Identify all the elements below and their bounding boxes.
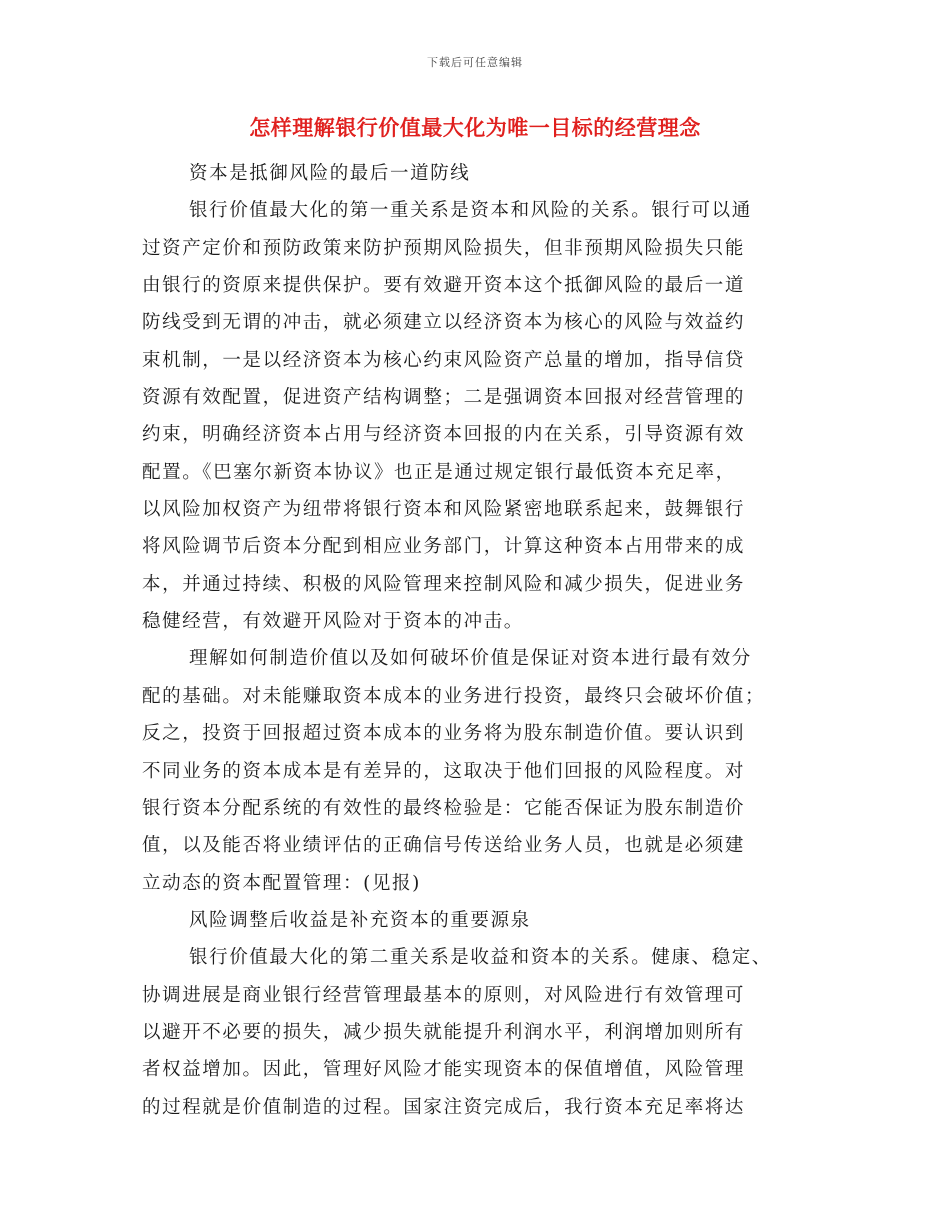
- section-heading-returns: 风险调整后收益是补充资本的重要源泉: [189, 909, 531, 931]
- paragraph-line: 理解如何制造价值以及如何破坏价值是保证对资本进行最有效分: [189, 648, 752, 670]
- paragraph-line: 银行价值最大化的第一重关系是资本和风险的关系。银行可以通: [189, 200, 752, 222]
- paragraph-line: 协调进展是商业银行经营管理最基本的原则，对风险进行有效管理可: [142, 984, 746, 1006]
- paragraph-line: 资源有效配置，促进资产结构调整；二是强调资本回报对经营管理的: [142, 387, 746, 409]
- paragraph-line: 立动态的资本配置管理：(见报): [142, 872, 421, 894]
- paragraph-line: 配的基础。对未能赚取资本成本的业务进行投资，最终只会破坏价值；: [142, 685, 766, 707]
- paragraph-line: 的过程就是价值制造的过程。国家注资完成后，我行资本充足率将达: [142, 1096, 746, 1118]
- paragraph-line: 防线受到无谓的冲击，就必须建立以经济资本为核心的风险与效益约: [142, 312, 746, 334]
- paragraph-line: 银行资本分配系统的有效性的最终检验是：它能否保证为股东制造价: [142, 797, 746, 819]
- paragraph-line: 约束，明确经济资本占用与经济资本回报的内在关系，引导资源有效: [142, 424, 746, 446]
- paragraph-line: 值，以及能否将业绩评估的正确信号传送给业务人员，也就是必须建: [142, 835, 746, 857]
- paragraph-line: 稳健经营，有效避开风险对于资本的冲击。: [142, 611, 524, 633]
- section-heading-capital: 资本是抵御风险的最后一道防线: [189, 163, 471, 184]
- page-header-note: 下载后可任意编辑: [427, 56, 523, 69]
- paragraph-line: 本，并通过持续、积极的风险管理来控制风险和减少损失，促进业务: [142, 573, 746, 595]
- paragraph-line: 银行价值最大化的第二重关系是收益和资本的关系。健康、稳定、: [189, 947, 772, 969]
- paragraph-line: 以避开不必要的损失，减少损失就能提升利润水平，利润增加则所有: [142, 1021, 746, 1043]
- paragraph-line: 配置。《巴塞尔新资本协议》也正是通过规定银行最低资本充足率，: [142, 461, 736, 483]
- document-title: 怎样理解银行价值最大化为唯一目标的经营理念: [249, 116, 701, 140]
- paragraph-line: 束机制，一是以经济资本为核心约束风险资产总量的增加，指导信贷: [142, 349, 746, 371]
- document-body: [142, 155, 802, 1126]
- paragraph-line: 过资产定价和预防政策来防护预期风险损失，但非预期风险损失只能: [142, 237, 746, 259]
- paragraph-line: 以风险加权资产为纽带将银行资本和风险紧密地联系起来，鼓舞银行: [142, 499, 746, 521]
- paragraph-line: 将风险调节后资本分配到相应业务部门，计算这种资本占用带来的成: [142, 536, 746, 558]
- paragraph-line: 反之，投资于回报超过资本成本的业务将为股东制造价值。要认识到: [142, 723, 746, 745]
- paragraph-line: 者权益增加。因此，管理好风险才能实现资本的保值增值，风险管理: [142, 1059, 746, 1081]
- paragraph-line: 由银行的资原来提供保护。要有效避开资本这个抵御风险的最后一道: [142, 275, 746, 297]
- paragraph-line: 不同业务的资本成本是有差异的，这取决于他们回报的风险程度。对: [142, 760, 746, 782]
